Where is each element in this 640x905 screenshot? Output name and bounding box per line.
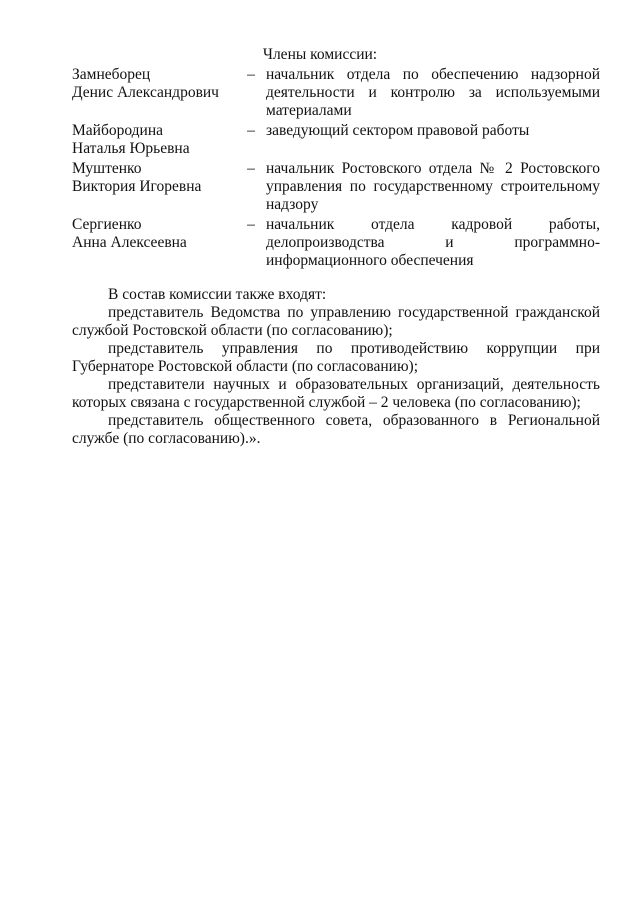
paragraph-item: представитель Ведомства по управлению государственной гражданской службой Ростовской области (по согласованию); — [72, 304, 600, 339]
member-name — [72, 160, 242, 196]
member-given-names: Анна Алексеевна — [72, 234, 187, 251]
member-given-names: Денис Александрович — [72, 84, 219, 101]
member-name — [72, 216, 242, 252]
member-dash: – — [247, 216, 255, 233]
member-dash: – — [247, 122, 255, 139]
member-role: заведующий сектором правовой работы — [266, 122, 530, 139]
member-name — [72, 122, 242, 158]
member-dash: – — [247, 66, 255, 83]
section-title: Члены комиссии: — [262, 46, 378, 63]
paragraph-item: представители научных и образовательных организаций, деятельность которых связана с государственной службой – 2 человека (по согласованию); — [72, 376, 600, 411]
member-role: начальник Ростовского отдела № 2 Ростовского управления по государственному строительному надзору — [266, 160, 600, 213]
member-name — [72, 66, 242, 102]
composition-paragraphs — [72, 286, 600, 448]
paragraph-intro: В состав комиссии также входят: — [108, 286, 327, 303]
member-surname: Сергиенко — [72, 216, 142, 233]
paragraph-item: представитель управления по противодействию коррупции при Губернаторе Ростовской области (по согласованию); — [72, 340, 600, 375]
member-role: начальник отдела по обеспечению надзорной деятельности и контролю за используемыми материалами — [266, 66, 600, 119]
paragraph-item: представитель общественного совета, образованного в Региональной службе (по согласованию).». — [72, 412, 600, 447]
member-surname: Муштенко — [72, 160, 142, 177]
member-given-names: Виктория Игоревна — [72, 178, 202, 195]
member-surname: Замнеборец — [72, 66, 151, 83]
member-surname: Майбородина — [72, 122, 164, 139]
member-dash: – — [247, 160, 255, 177]
member-given-names: Наталья Юрьевна — [72, 140, 190, 157]
member-role: начальник отдела кадровой работы, делопроизводства и программно-информационного обеспечения — [266, 216, 600, 269]
